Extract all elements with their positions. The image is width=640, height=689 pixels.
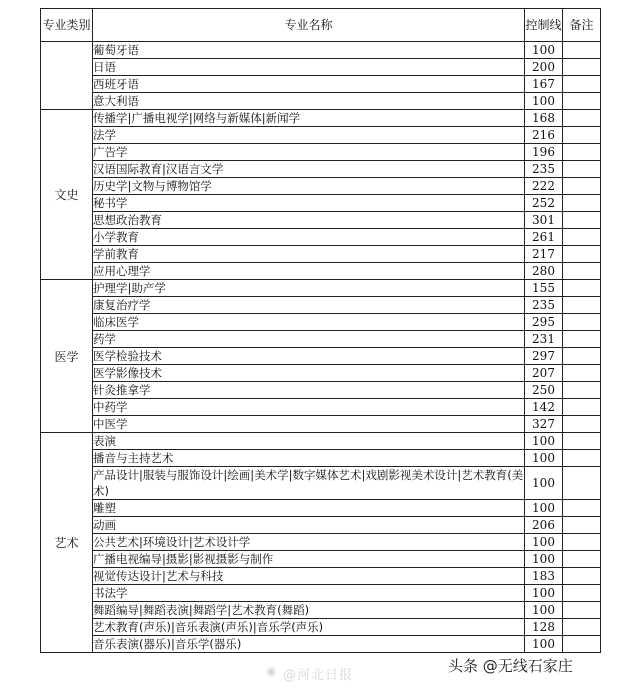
note-cell: [563, 42, 601, 59]
table-row: [41, 246, 601, 263]
table-row: [41, 416, 601, 433]
table-row: [41, 161, 601, 178]
note-cell: [563, 450, 601, 467]
quota-cell: 280: [525, 263, 563, 280]
note-cell: [563, 161, 601, 178]
quota-cell: 100: [525, 450, 563, 467]
major-name-cell: 艺术教育(声乐)|音乐表演(声乐)|音乐学(声乐): [93, 619, 525, 636]
major-name-cell: 广播电视编导|摄影|影视摄影与制作: [93, 551, 525, 568]
quota-cell: 100: [525, 602, 563, 619]
note-cell: [563, 602, 601, 619]
header-quota: 控制线: [525, 9, 563, 42]
note-cell: [563, 127, 601, 144]
note-cell: [563, 433, 601, 450]
major-name-cell: 思想政治教育: [93, 212, 525, 229]
quota-cell: 207: [525, 365, 563, 382]
quota-cell: 142: [525, 399, 563, 416]
note-cell: [563, 144, 601, 161]
major-name-cell: 广告学: [93, 144, 525, 161]
major-name-cell: 音乐表演(器乐)|音乐学(器乐): [93, 636, 525, 653]
quota-cell: 216: [525, 127, 563, 144]
quota-cell: 301: [525, 212, 563, 229]
table-row: [41, 93, 601, 110]
quota-cell: 100: [525, 636, 563, 653]
quota-cell: 100: [525, 467, 563, 500]
major-name-cell: 动画: [93, 517, 525, 534]
category-cell: 艺术: [41, 433, 93, 653]
note-cell: [563, 195, 601, 212]
table-row: [41, 229, 601, 246]
table-row: [41, 144, 601, 161]
quota-cell: 235: [525, 161, 563, 178]
table-row: [41, 568, 601, 585]
table-row: [41, 178, 601, 195]
quota-table: [40, 8, 601, 653]
quota-cell: 183: [525, 568, 563, 585]
quota-cell: 128: [525, 619, 563, 636]
header-category: 专业类别: [41, 9, 93, 42]
quota-cell: 167: [525, 76, 563, 93]
major-name-cell: 历史学|文物与博物馆学: [93, 178, 525, 195]
note-cell: [563, 636, 601, 653]
note-cell: [563, 178, 601, 195]
table-row: [41, 382, 601, 399]
major-name-cell: 汉语国际教育|汉语言文学: [93, 161, 525, 178]
quota-cell: 235: [525, 297, 563, 314]
header-row: [41, 9, 601, 42]
major-name-cell: 秘书学: [93, 195, 525, 212]
table-row: [41, 551, 601, 568]
major-name-cell: 药学: [93, 331, 525, 348]
table-row: [41, 76, 601, 93]
note-cell: [563, 365, 601, 382]
quota-cell: 100: [525, 551, 563, 568]
table-row: [41, 280, 601, 297]
quota-cell: 217: [525, 246, 563, 263]
major-name-cell: 西班牙语: [93, 76, 525, 93]
quota-cell: 200: [525, 59, 563, 76]
table-row: [41, 602, 601, 619]
major-name-cell: 书法学: [93, 585, 525, 602]
table-row: [41, 534, 601, 551]
note-cell: [563, 568, 601, 585]
weibo-icon: ◉: [266, 664, 277, 678]
major-name-cell: 医学影像技术: [93, 365, 525, 382]
quota-cell: 100: [525, 585, 563, 602]
table-row: [41, 110, 601, 127]
quota-cell: 231: [525, 331, 563, 348]
table-row: [41, 59, 601, 76]
quota-cell: 155: [525, 280, 563, 297]
header-name: 专业名称: [93, 9, 525, 42]
table-row: [41, 263, 601, 280]
table-row: [41, 297, 601, 314]
major-name-cell: 葡萄牙语: [93, 42, 525, 59]
watermark: @河北日报: [283, 668, 354, 683]
major-name-cell: 播音与主持艺术: [93, 450, 525, 467]
footer-handle: @无线石家庄: [482, 657, 573, 675]
category-cell: 医学: [41, 280, 93, 433]
quota-cell: 261: [525, 229, 563, 246]
quota-cell: 297: [525, 348, 563, 365]
major-name-cell: 产品设计|服装与服饰设计|绘画|美术学|数字媒体艺术|戏剧影视美术设计|艺术教育(美术): [93, 468, 524, 498]
note-cell: [563, 348, 601, 365]
quota-cell: 252: [525, 195, 563, 212]
major-name-cell: 公共艺术|环境设计|艺术设计学: [93, 534, 525, 551]
quota-cell: 196: [525, 144, 563, 161]
note-cell: [563, 280, 601, 297]
major-name-cell: 康复治疗学: [93, 297, 525, 314]
table-row: [41, 433, 601, 450]
major-name-cell: 应用心理学: [93, 263, 525, 280]
quota-cell: 100: [525, 42, 563, 59]
footer-credit: [448, 655, 573, 676]
major-name-cell: 雕塑: [93, 500, 525, 517]
note-cell: [563, 76, 601, 93]
major-name-cell: 舞蹈编导|舞蹈表演|舞蹈学|艺术教育(舞蹈): [93, 602, 525, 619]
quota-cell: 327: [525, 416, 563, 433]
header-note: 备注: [563, 9, 601, 42]
quota-cell: 100: [525, 500, 563, 517]
quota-cell: 222: [525, 178, 563, 195]
note-cell: [563, 534, 601, 551]
note-cell: [563, 467, 601, 500]
note-cell: [563, 246, 601, 263]
quota-cell: 100: [525, 93, 563, 110]
note-cell: [563, 382, 601, 399]
major-name-cell: 传播学|广播电视学|网络与新媒体|新闻学: [93, 110, 525, 127]
table-row: [41, 517, 601, 534]
major-name-cell: 小学教育: [93, 229, 525, 246]
note-cell: [563, 314, 601, 331]
note-cell: [563, 59, 601, 76]
table-row: [41, 619, 601, 636]
major-name-cell: 针灸推拿学: [93, 382, 525, 399]
quota-cell: 206: [525, 517, 563, 534]
quota-cell: 168: [525, 110, 563, 127]
quota-cell: 250: [525, 382, 563, 399]
footer-prefix: 头条: [448, 657, 479, 675]
category-cell: [41, 42, 93, 110]
major-name-cell: 护理学|助产学: [93, 280, 525, 297]
table-body: [41, 42, 601, 653]
table-row: [41, 636, 601, 653]
major-name-cell: 视觉传达设计|艺术与科技: [93, 568, 525, 585]
table-row: [41, 42, 601, 59]
major-name-cell: 日语: [93, 59, 525, 76]
note-cell: [563, 331, 601, 348]
major-name-cell: 医学检验技术: [93, 348, 525, 365]
note-cell: [563, 297, 601, 314]
note-cell: [563, 110, 601, 127]
note-cell: [563, 416, 601, 433]
note-cell: [563, 229, 601, 246]
table-row: [41, 195, 601, 212]
note-cell: [563, 619, 601, 636]
quota-cell: 295: [525, 314, 563, 331]
major-name-cell: 中药学: [93, 399, 525, 416]
table-row: [41, 348, 601, 365]
note-cell: [563, 551, 601, 568]
note-cell: [563, 517, 601, 534]
table-row: [41, 331, 601, 348]
major-name-cell: 中医学: [93, 416, 525, 433]
table-row: [41, 585, 601, 602]
quota-cell: 100: [525, 534, 563, 551]
table-row: [41, 399, 601, 416]
note-cell: [563, 263, 601, 280]
table-row: [41, 314, 601, 331]
major-name-cell: 学前教育: [93, 246, 525, 263]
table-row: [41, 212, 601, 229]
table-row: [41, 365, 601, 382]
note-cell: [563, 212, 601, 229]
table-row: [41, 127, 601, 144]
table-row: [41, 450, 601, 467]
note-cell: [563, 93, 601, 110]
note-cell: [563, 585, 601, 602]
category-cell: 文史: [41, 110, 93, 280]
major-name-cell: 表演: [93, 433, 525, 450]
table-row: [41, 467, 601, 500]
major-name-cell: 法学: [93, 127, 525, 144]
table-row: [41, 500, 601, 517]
quota-cell: 100: [525, 433, 563, 450]
note-cell: [563, 399, 601, 416]
major-name-cell: 临床医学: [93, 314, 525, 331]
note-cell: [563, 500, 601, 517]
major-name-cell: 意大利语: [93, 93, 525, 110]
